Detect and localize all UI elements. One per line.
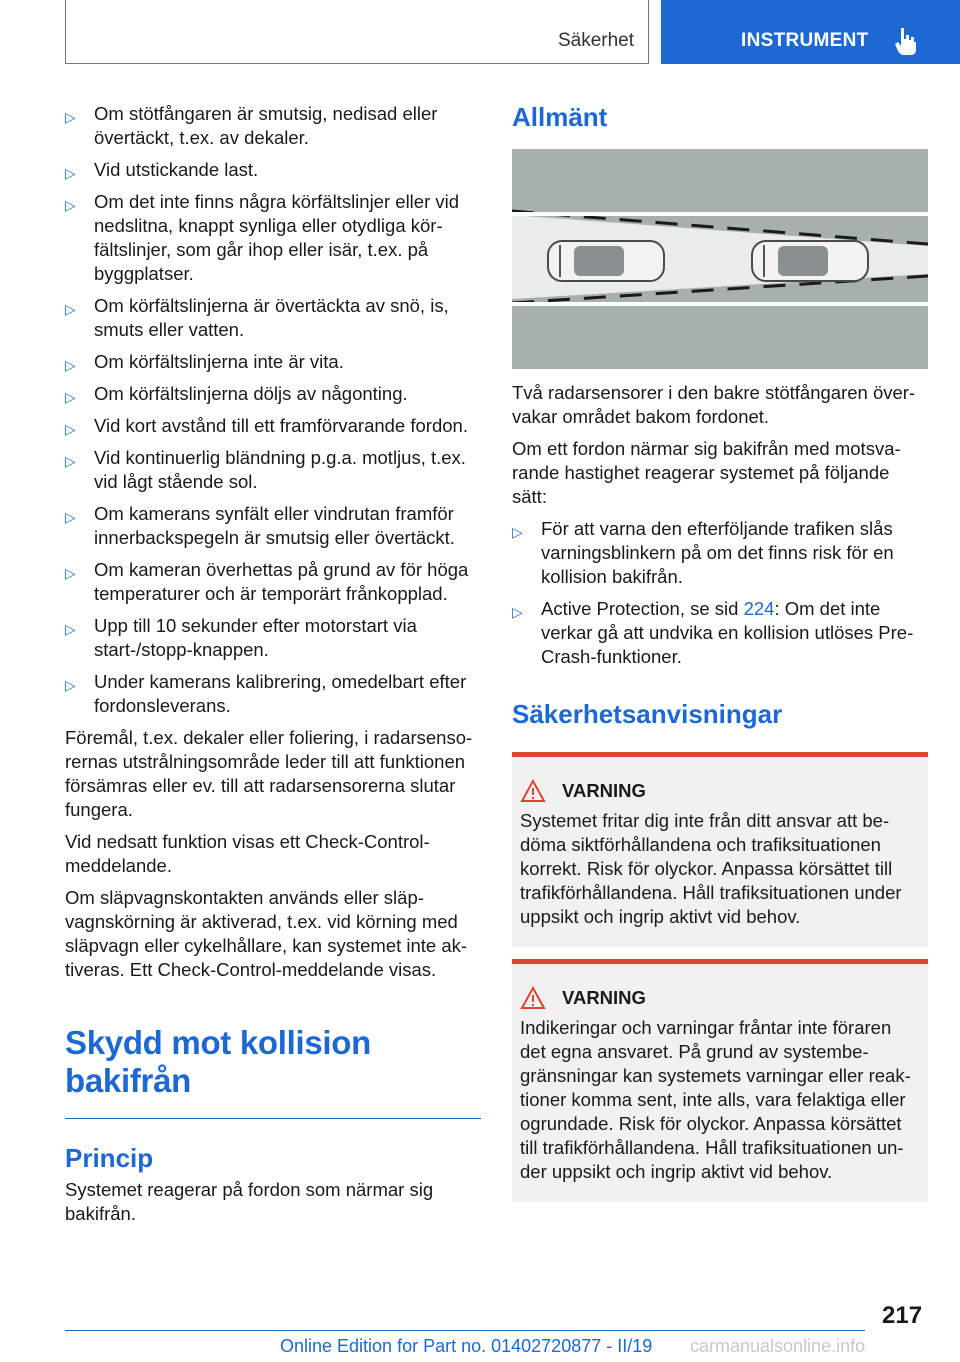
right-column xyxy=(512,102,928,1202)
warning-label: VARNING xyxy=(562,987,646,1008)
rear-radar-illustration xyxy=(512,149,928,369)
front-car-icon xyxy=(752,241,868,281)
left-column xyxy=(65,102,481,1234)
list-item: ▷ Vid kontinuerlig bländning p.g.a. motljus, t.ex. vid lågt stående sol. xyxy=(65,447,466,492)
bullet-triangle-icon: ▷ xyxy=(65,453,76,469)
list-item: ▷ Under kamerans kalibrering, omedelbart efter fordonsleverans. xyxy=(65,671,467,716)
list-item: ▷ Upp till 10 sekunder efter motorstart via start-/stopp-knappen. xyxy=(65,615,417,660)
body-paragraph: Vid nedsatt funktion visas ett Check-Control-meddelande. xyxy=(65,831,430,876)
list-item: ▷ Om kameran överhettas på grund av för höga temperaturer och är temporärt frånkopplad. xyxy=(65,559,469,604)
bullet-triangle-icon: ▷ xyxy=(65,565,76,581)
warning-box xyxy=(512,959,928,1202)
list-item: ▷ Om körfältslinjerna döljs av någonting. xyxy=(65,382,481,406)
bullet-triangle-icon: ▷ xyxy=(512,604,523,620)
footer-divider xyxy=(65,1330,865,1331)
bullet-triangle-icon: ▷ xyxy=(512,524,523,540)
header-section-title: Säkerhet xyxy=(557,30,634,51)
list-item: ▷ Vid utstickande last. xyxy=(65,158,481,182)
list-item: ▷ Vid kort avstånd till ett framförvarande fordon. xyxy=(65,414,481,438)
header-section-box xyxy=(65,0,649,64)
bullet-triangle-icon: ▷ xyxy=(65,509,76,525)
bullet-triangle-icon: ▷ xyxy=(65,109,76,125)
bullet-triangle-icon: ▷ xyxy=(65,165,76,181)
warning-header xyxy=(520,779,920,803)
bullet-triangle-icon: ▷ xyxy=(65,421,76,437)
warning-triangle-icon xyxy=(520,986,546,1010)
list-item: ▷ Active Protection, se sid 224: Om det inte verkar gå att undvika en kollision utlöses Pre-Crash-funktioner. xyxy=(512,598,914,667)
footer-edition: Online Edition for Part no. 01402720877 - II/19 xyxy=(280,1336,653,1356)
list-item: ▷ Om det inte finns några körfältslinjer eller vid nedslitna, knappt synliga eller otydliga kör-fältslinjer, som går ihop eller isär, t.ex. på byggplatser. xyxy=(65,191,460,284)
header-chapter-tab[interactable] xyxy=(661,0,960,64)
warning-label: VARNING xyxy=(562,780,646,801)
bullet-triangle-icon: ▷ xyxy=(65,677,76,693)
warning-text: Systemet fritar dig inte från ditt ansvar att be-döma siktförhållandena och trafiksituationen korrekt. Risk för olyckor. Anpassa körsättet till trafikförhållandena. Håll trafiksituationen under uppsikt och ingrip aktivt vid behov. xyxy=(520,810,902,927)
subsection-heading: Princip xyxy=(65,1143,154,1173)
bullet-triangle-icon: ▷ xyxy=(65,357,76,373)
body-paragraph: Systemet reagerar på fordon som närmar sig bakifrån. xyxy=(65,1179,434,1224)
bullet-triangle-icon: ▷ xyxy=(65,301,76,317)
body-paragraph: Föremål, t.ex. dekaler eller foliering, i radarsenso-rernas utstrålningsområde leder till att funktionen försämras eller ev. till att radarsensorerna slutar fungera. xyxy=(65,727,473,820)
bullet-triangle-icon: ▷ xyxy=(65,197,76,213)
body-paragraph: Om släpvagnskontakten används eller släp-vagnskörning är aktiverad, t.ex. vid körning med släpvagn eller cykelhållare, kan systemet inte ak-tiveras. Ett Check-Control-meddelande visas. xyxy=(65,887,468,980)
page-number: 217 xyxy=(882,1302,923,1329)
page-reference-link[interactable]: 224 xyxy=(743,598,775,619)
subsection-heading: Säkerhetsanvisningar xyxy=(512,699,783,729)
bullet-triangle-icon: ▷ xyxy=(65,389,76,405)
hand-pointer-icon xyxy=(893,26,919,56)
section-heading: Skydd mot kollision bakifrån xyxy=(65,1024,372,1099)
subsection-heading: Allmänt xyxy=(512,102,608,132)
warning-box xyxy=(512,752,928,947)
warning-header xyxy=(520,986,920,1010)
footer-watermark: carmanualsonline.info xyxy=(690,1336,866,1356)
header-chapter-title: INSTRUMENT xyxy=(741,30,869,51)
list-item: ▷ Om kamerans synfält eller vindrutan framför innerbackspegeln är smutsig eller övertäckt. xyxy=(65,503,455,548)
bullet-triangle-icon: ▷ xyxy=(65,621,76,637)
body-paragraph: Om ett fordon närmar sig bakifrån med motsva-rande hastighet reagerar systemet på följande sätt: xyxy=(512,438,901,507)
warning-text: Indikeringar och varningar fråntar inte föraren det egna ansvaret. På grund av systembe-gränsningar kan systemets varningar eller reak-tioner komma sent, inte alls, vara felaktiga eller ogrundade. Risk för olyckor. Anpassa körsättet till trafikförhållandena. Håll trafiksituationen un-der uppsikt och ingrip aktivt vid behov. xyxy=(520,1017,911,1182)
body-paragraph: Två radarsensorer i den bakre stötfångaren över-vakar området bakom fordonet. xyxy=(512,382,916,427)
warning-triangle-icon xyxy=(520,779,546,803)
rear-car-icon xyxy=(548,241,664,281)
list-item: ▷ Om körfältslinjerna inte är vita. xyxy=(65,350,481,374)
list-item: ▷ För att varna den efterföljande trafiken slås varningsblinkern på om det finns risk för en kollision bakifrån. xyxy=(512,518,894,587)
road-diagram xyxy=(512,149,928,369)
list-item: ▷ Om stötfångaren är smutsig, nedisad eller övertäckt, t.ex. av dekaler. xyxy=(65,103,438,148)
list-item: ▷ Om körfältslinjerna är övertäckta av snö, is, smuts eller vatten. xyxy=(65,295,449,340)
